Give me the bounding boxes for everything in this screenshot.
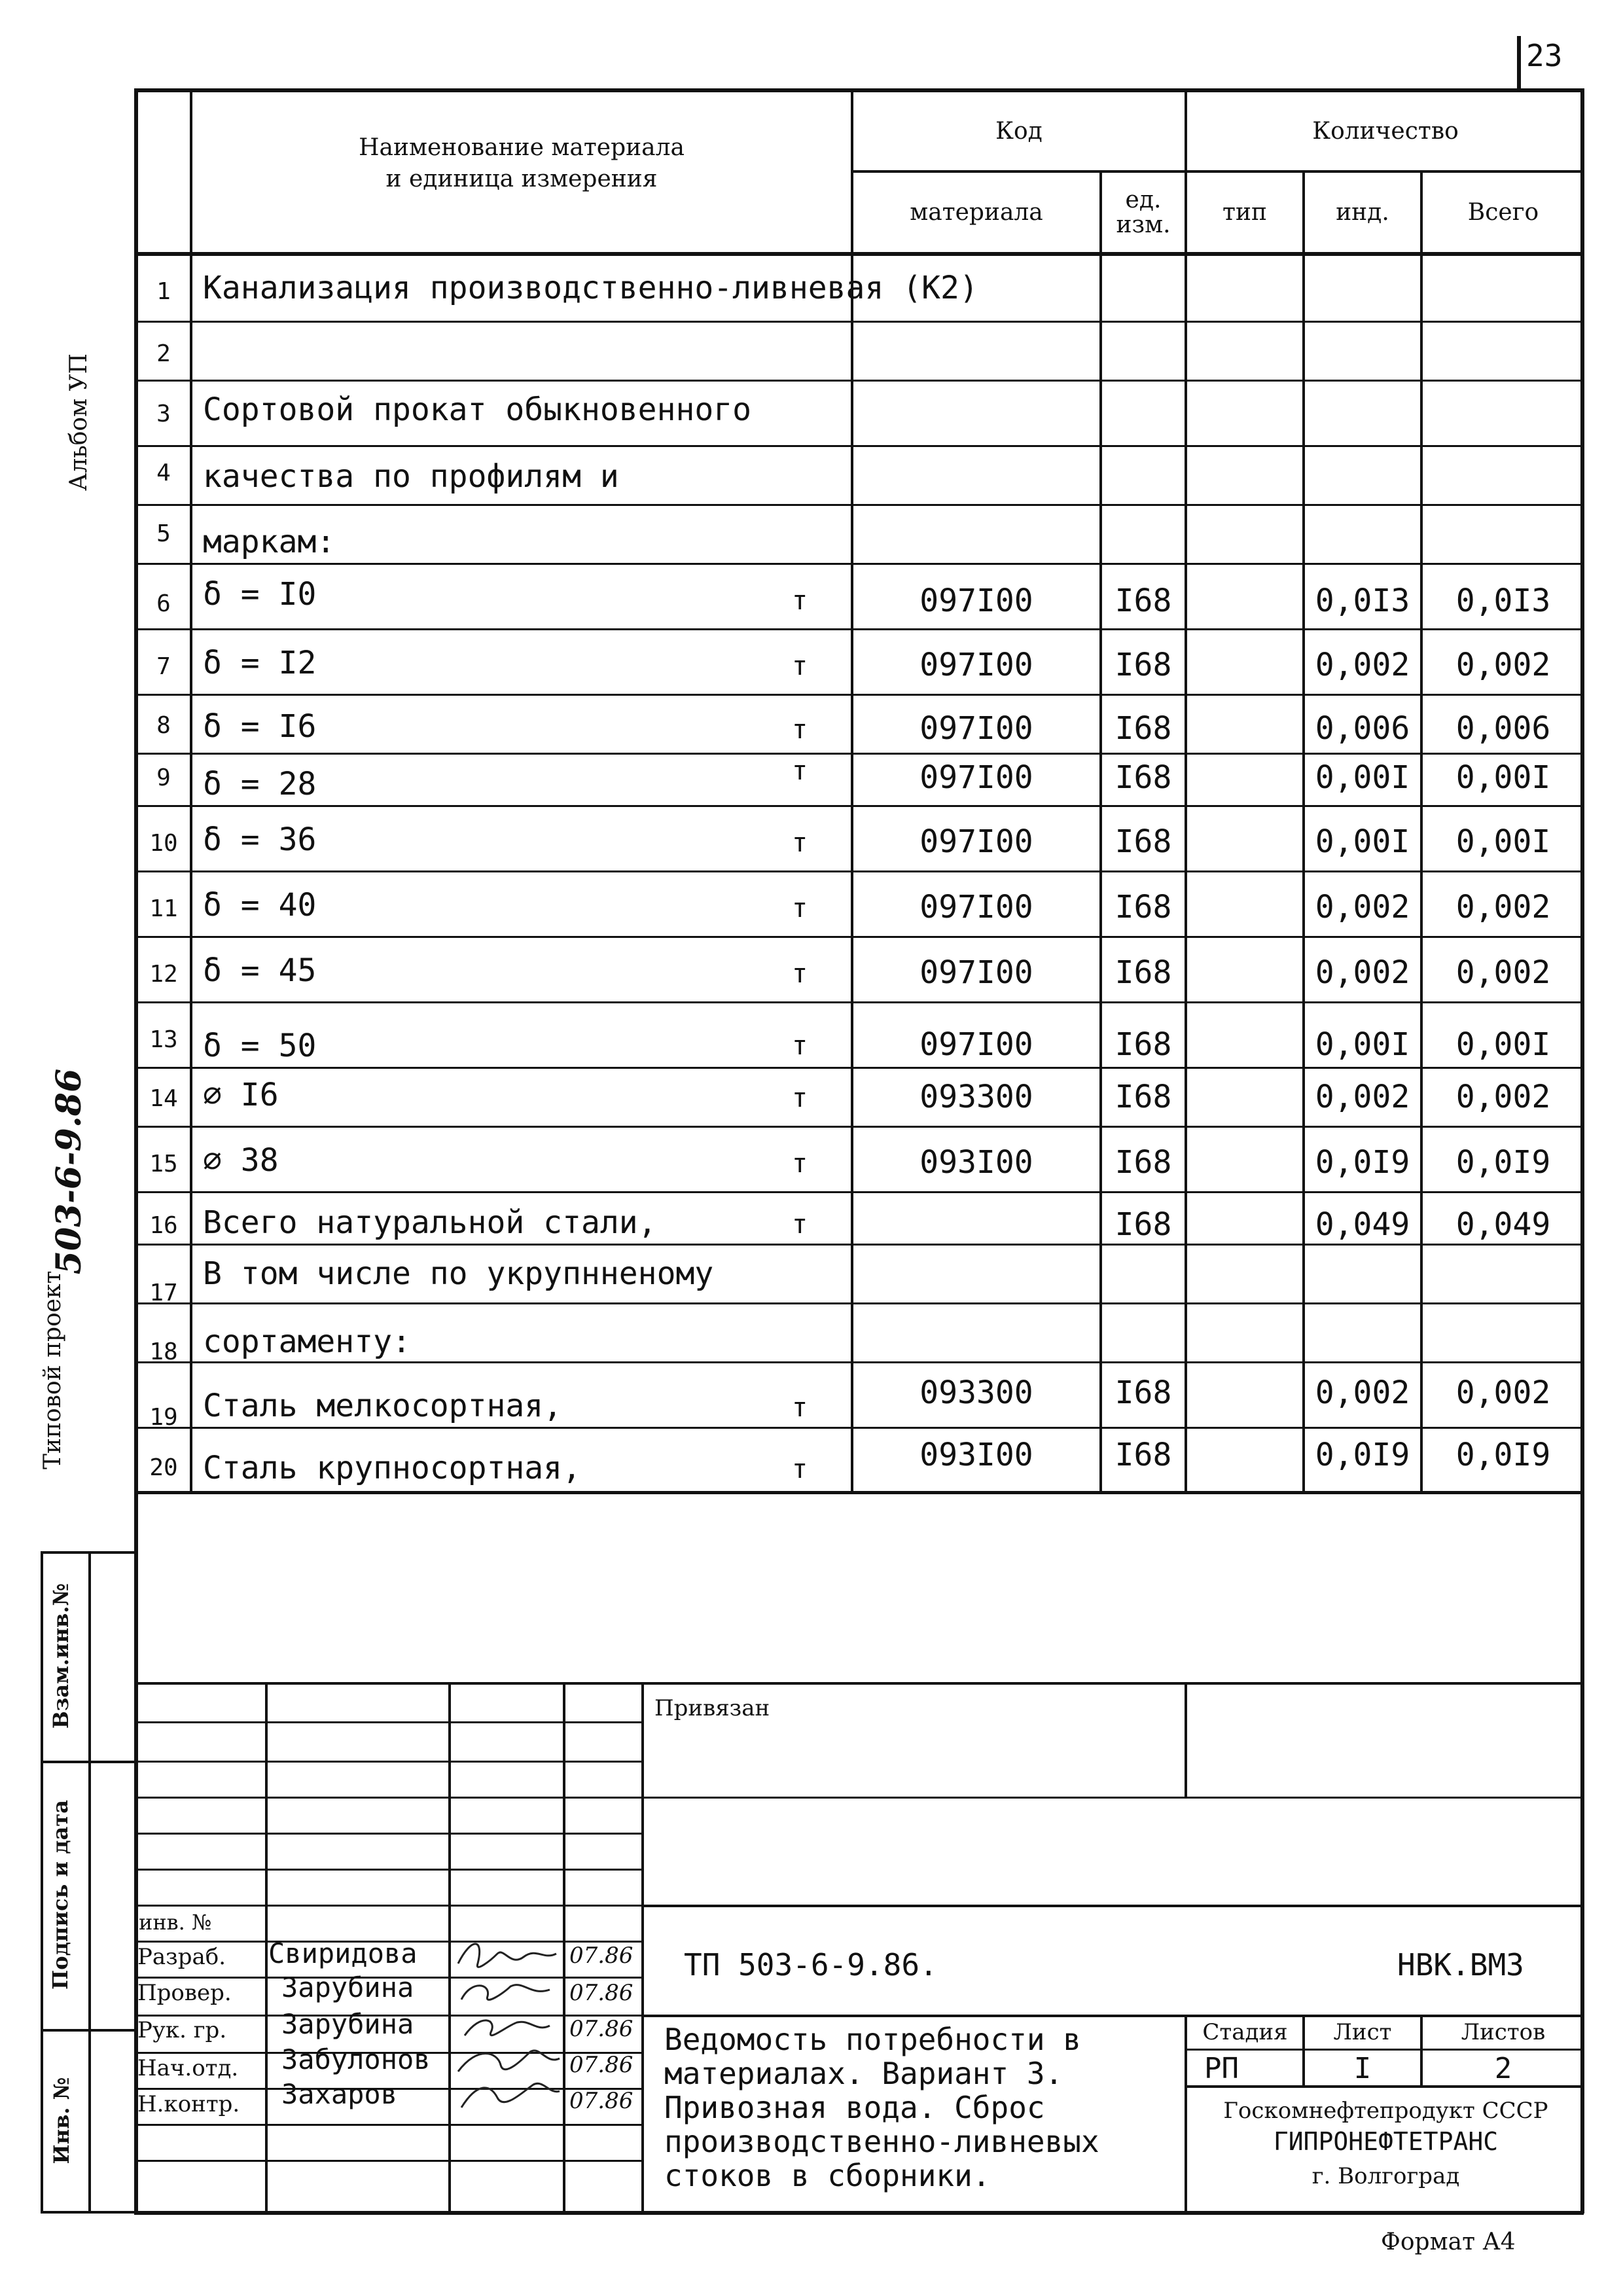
sheet-value: I bbox=[1353, 2052, 1372, 2085]
row-number: 14 bbox=[149, 1085, 178, 1112]
row-number: 19 bbox=[149, 1404, 178, 1431]
row-code: 093300 bbox=[919, 1374, 1033, 1411]
sign-date: 07.86 bbox=[569, 1943, 633, 1969]
row-unit-t: т bbox=[792, 756, 808, 786]
header-name: Наименование материала и единица измерения bbox=[359, 134, 685, 192]
row-total: 0,0I9 bbox=[1455, 1144, 1551, 1181]
row-ind: 0,0I9 bbox=[1315, 1437, 1410, 1473]
stamp-col-date bbox=[641, 1682, 644, 2214]
row-ed: I68 bbox=[1115, 583, 1172, 619]
stamp-code-top bbox=[641, 1905, 1584, 1907]
row-number: 9 bbox=[156, 764, 171, 791]
row-ind: 0,006 bbox=[1315, 710, 1410, 747]
row-line bbox=[134, 321, 1584, 323]
stamp-row-line bbox=[134, 1761, 641, 1763]
doc-mark: НВК.ВМ3 bbox=[1397, 1947, 1524, 1982]
row-code: 097I00 bbox=[919, 1026, 1033, 1063]
row-code: 097I00 bbox=[919, 889, 1033, 925]
row-name: δ = I6 bbox=[203, 708, 317, 745]
row-name: качества по профилям и bbox=[203, 458, 619, 495]
sign-date: 07.86 bbox=[569, 2016, 633, 2042]
row-line bbox=[134, 936, 1584, 938]
doc-code: ТП 503-6-9.86. bbox=[684, 1947, 938, 1982]
row-name: δ = 36 bbox=[203, 821, 317, 858]
side-strip-div2 bbox=[41, 2029, 137, 2032]
format-label: Формат А4 bbox=[1381, 2229, 1516, 2255]
person-name: Свиридова bbox=[268, 1937, 418, 1969]
role-label: Провер. bbox=[137, 1980, 232, 2006]
row-ind: 0,002 bbox=[1315, 647, 1410, 683]
stamp-top bbox=[134, 1682, 1584, 1685]
row-ed: I68 bbox=[1115, 889, 1172, 925]
stamp-row-line bbox=[134, 1721, 641, 1723]
row-ind: 0,00I bbox=[1315, 1026, 1410, 1063]
row-ind: 0,002 bbox=[1315, 954, 1410, 991]
row-code: 097I00 bbox=[919, 823, 1033, 860]
stamp-privyazan-bottom bbox=[641, 1797, 1584, 1799]
org-institute: ГИПРОНЕФТЕТРАНС bbox=[1273, 2127, 1499, 2156]
row-name: ∅ 38 bbox=[203, 1142, 279, 1179]
row-line bbox=[134, 805, 1584, 807]
org-ministry: Госкомнефтепродукт СССР bbox=[1223, 2098, 1548, 2124]
header-code: Код bbox=[995, 117, 1043, 145]
row-name: δ = 28 bbox=[203, 766, 317, 802]
row-number: 2 bbox=[156, 340, 171, 367]
frame-left bbox=[134, 88, 138, 2214]
stamp-row-line bbox=[134, 1797, 641, 1799]
row-number: 16 bbox=[149, 1212, 178, 1239]
row-total: 0,006 bbox=[1455, 710, 1551, 747]
row-name: маркам: bbox=[203, 524, 336, 560]
stamp-code-bottom bbox=[641, 2015, 1584, 2017]
row-ind: 0,00I bbox=[1315, 759, 1410, 796]
project-label: Типовой проект bbox=[39, 1270, 66, 1469]
row-total: 0,002 bbox=[1455, 647, 1551, 683]
row-ed: I68 bbox=[1115, 1144, 1172, 1181]
row-name: δ = 45 bbox=[203, 952, 317, 989]
row-ind: 0,0I9 bbox=[1315, 1144, 1410, 1181]
row-number: 10 bbox=[149, 830, 178, 857]
header-bottom bbox=[134, 252, 1584, 256]
frame-bottom bbox=[134, 2211, 1584, 2215]
row-name: Сталь крупносортная, bbox=[203, 1450, 581, 1486]
row-line bbox=[134, 1361, 1584, 1363]
row-code: 097I00 bbox=[919, 710, 1033, 747]
row-unit-t: т bbox=[792, 651, 808, 681]
row-line bbox=[134, 628, 1584, 630]
header-typ: тип bbox=[1222, 199, 1267, 226]
row-line bbox=[134, 380, 1584, 382]
row-ind: 0,002 bbox=[1315, 1374, 1410, 1411]
row-name: δ = 50 bbox=[203, 1028, 317, 1064]
row-number: 7 bbox=[156, 653, 171, 680]
row-number: 8 bbox=[156, 712, 171, 739]
row-code: 093I00 bbox=[919, 1437, 1033, 1473]
row-code: 093I00 bbox=[919, 1144, 1033, 1181]
row-line bbox=[134, 504, 1584, 506]
row-number: 1 bbox=[156, 278, 171, 305]
row-total: 0,002 bbox=[1455, 954, 1551, 991]
row-name: δ = 40 bbox=[203, 887, 317, 924]
row-ed: I68 bbox=[1115, 1374, 1172, 1411]
col-unit-right bbox=[1185, 88, 1187, 1492]
project-code: 503-6-9.86 bbox=[49, 1068, 89, 1275]
row-unit-t: т bbox=[792, 586, 808, 616]
row-line bbox=[134, 694, 1584, 696]
role-label: Разраб. bbox=[137, 1944, 226, 1970]
stamp-stage-mid bbox=[1185, 2049, 1584, 2051]
row-total: 0,0I3 bbox=[1455, 583, 1551, 619]
table-bottom bbox=[134, 1491, 1584, 1494]
privyazan-label: Привязан bbox=[654, 1695, 770, 1721]
row-name: сортаменту: bbox=[203, 1323, 411, 1360]
row-ed: I68 bbox=[1115, 759, 1172, 796]
stamp-privyazan-div bbox=[1185, 1682, 1187, 1797]
row-unit-t: т bbox=[792, 1393, 808, 1423]
side-strip-mid bbox=[88, 1551, 91, 2214]
row-number: 13 bbox=[149, 1026, 178, 1053]
header-unit: ед. изм. bbox=[1116, 186, 1171, 238]
row-total: 0,00I bbox=[1455, 1026, 1551, 1063]
row-number: 6 bbox=[156, 590, 171, 617]
stamp-row-line bbox=[134, 1905, 641, 1907]
stamp-stage-bottom bbox=[1185, 2085, 1584, 2088]
sign-date: 07.86 bbox=[569, 1980, 633, 2006]
sheets-value: 2 bbox=[1494, 2052, 1512, 2085]
row-ed: I68 bbox=[1115, 1026, 1172, 1063]
stamp-row-line bbox=[134, 1869, 641, 1871]
row-name: Всего натуральной стали, bbox=[203, 1204, 657, 1241]
row-code: 097I00 bbox=[919, 954, 1033, 991]
row-total: 0,002 bbox=[1455, 1079, 1551, 1115]
row-total: 0,00I bbox=[1455, 823, 1551, 860]
row-code: 097I00 bbox=[919, 583, 1033, 619]
row-ed: I68 bbox=[1115, 710, 1172, 747]
side-strip-left bbox=[41, 1551, 43, 2214]
stage-value: РП bbox=[1204, 2052, 1239, 2085]
row-number: 17 bbox=[149, 1280, 178, 1306]
header-ind: инд. bbox=[1336, 199, 1389, 226]
role-label: Рук. гр. bbox=[137, 2017, 227, 2043]
inv-label: инв. № bbox=[139, 1910, 212, 1935]
stage-label: Стадия bbox=[1202, 2019, 1288, 2045]
row-name: δ = I0 bbox=[203, 576, 317, 613]
row-ed: I68 bbox=[1115, 954, 1172, 991]
row-line bbox=[134, 1191, 1584, 1193]
doc-description: Ведомость потребности в материалах. Вариант 3. Привозная вода. Сброс производственно-ливневых стоков в сборники. bbox=[664, 2022, 1099, 2193]
row-total: 0,002 bbox=[1455, 889, 1551, 925]
sign-date: 07.86 bbox=[569, 2088, 633, 2114]
row-number: 5 bbox=[156, 520, 171, 547]
header-material: материала bbox=[910, 199, 1043, 226]
row-ind: 0,00I bbox=[1315, 823, 1410, 860]
row-code: 093300 bbox=[919, 1079, 1033, 1115]
row-ind: 0,0I3 bbox=[1315, 583, 1410, 619]
row-unit-t: т bbox=[792, 828, 808, 858]
person-name: Зарубина bbox=[281, 2008, 414, 2040]
row-ed: I68 bbox=[1115, 823, 1172, 860]
side-sign-date: Подпись и дата bbox=[48, 1800, 73, 1990]
row-unit-t: т bbox=[792, 1210, 808, 1240]
page-number-divider bbox=[1517, 36, 1521, 88]
sign-date: 07.86 bbox=[569, 2052, 633, 2078]
side-strip-bottom bbox=[41, 2211, 137, 2214]
sheet-label: Лист bbox=[1333, 2019, 1392, 2045]
row-line bbox=[134, 1001, 1584, 1003]
row-line bbox=[134, 1427, 1584, 1429]
album-label: Альбом УП bbox=[65, 353, 92, 491]
row-number: 4 bbox=[156, 459, 171, 486]
row-unit-t: т bbox=[792, 959, 808, 989]
row-line bbox=[134, 1244, 1584, 1246]
stamp-stage-left bbox=[1185, 2015, 1187, 2214]
side-vzam-inv: Взам.инв.№ bbox=[48, 1583, 73, 1729]
row-total: 0,00I bbox=[1455, 759, 1551, 796]
row-ed: I68 bbox=[1115, 1206, 1172, 1243]
row-ind: 0,002 bbox=[1315, 1079, 1410, 1115]
row-number: 20 bbox=[149, 1454, 178, 1481]
header-quantity: Количество bbox=[1312, 117, 1459, 145]
row-number: 12 bbox=[149, 961, 178, 988]
role-label: Нач.отд. bbox=[137, 2055, 239, 2081]
stamp-row-line bbox=[134, 1833, 641, 1835]
row-ed: I68 bbox=[1115, 1437, 1172, 1473]
row-ed: I68 bbox=[1115, 647, 1172, 683]
row-name: Канализация производственно-ливневая (К2) bbox=[203, 270, 978, 306]
row-line bbox=[134, 753, 1584, 755]
row-unit-t: т bbox=[792, 893, 808, 924]
person-name: Забулонов bbox=[281, 2043, 431, 2075]
row-line bbox=[134, 1067, 1584, 1069]
row-line bbox=[134, 1126, 1584, 1128]
row-number: 11 bbox=[149, 895, 178, 922]
row-unit-t: т bbox=[792, 1031, 808, 1061]
row-name: В том числе по укрупнненому bbox=[203, 1255, 714, 1292]
row-unit-t: т bbox=[792, 1083, 808, 1113]
person-name: Зарубина bbox=[281, 1971, 414, 2003]
signature-scribbles bbox=[452, 1934, 563, 2117]
row-line bbox=[134, 870, 1584, 872]
row-ed: I68 bbox=[1115, 1079, 1172, 1115]
person-name: Захаров bbox=[281, 2078, 398, 2110]
row-total: 0,002 bbox=[1455, 1374, 1551, 1411]
side-inv-no: Инв. № bbox=[49, 2077, 74, 2164]
row-line bbox=[134, 445, 1584, 447]
row-number: 18 bbox=[149, 1338, 178, 1365]
row-code: 097I00 bbox=[919, 759, 1033, 796]
col-num-right bbox=[190, 88, 192, 1492]
row-name: ∅ I6 bbox=[203, 1077, 279, 1113]
page-number: 23 bbox=[1526, 38, 1563, 73]
side-strip-div1 bbox=[41, 1761, 137, 1763]
row-name: Сталь мелкосортная, bbox=[203, 1388, 563, 1424]
row-name: Сортовой прокат обыкновенного bbox=[203, 391, 752, 428]
row-unit-t: т bbox=[792, 1149, 808, 1179]
row-name: δ = I2 bbox=[203, 645, 317, 681]
row-ind: 0,049 bbox=[1315, 1206, 1410, 1243]
row-total: 0,0I9 bbox=[1455, 1437, 1551, 1473]
row-line bbox=[134, 563, 1584, 565]
sheets-label: Листов bbox=[1461, 2019, 1546, 2045]
row-number: 15 bbox=[149, 1151, 178, 1177]
role-label: Н.контр. bbox=[137, 2091, 240, 2117]
stamp-row-line bbox=[134, 2124, 641, 2126]
org-city: г. Волгоград bbox=[1311, 2163, 1460, 2189]
row-unit-t: т bbox=[792, 715, 808, 745]
row-number: 3 bbox=[156, 401, 171, 427]
row-ind: 0,002 bbox=[1315, 889, 1410, 925]
row-code: 097I00 bbox=[919, 647, 1033, 683]
row-line bbox=[134, 1302, 1584, 1304]
row-total: 0,049 bbox=[1455, 1206, 1551, 1243]
stamp-row-line bbox=[134, 2160, 641, 2162]
header-total: Всего bbox=[1467, 199, 1539, 226]
row-unit-t: т bbox=[792, 1454, 808, 1484]
